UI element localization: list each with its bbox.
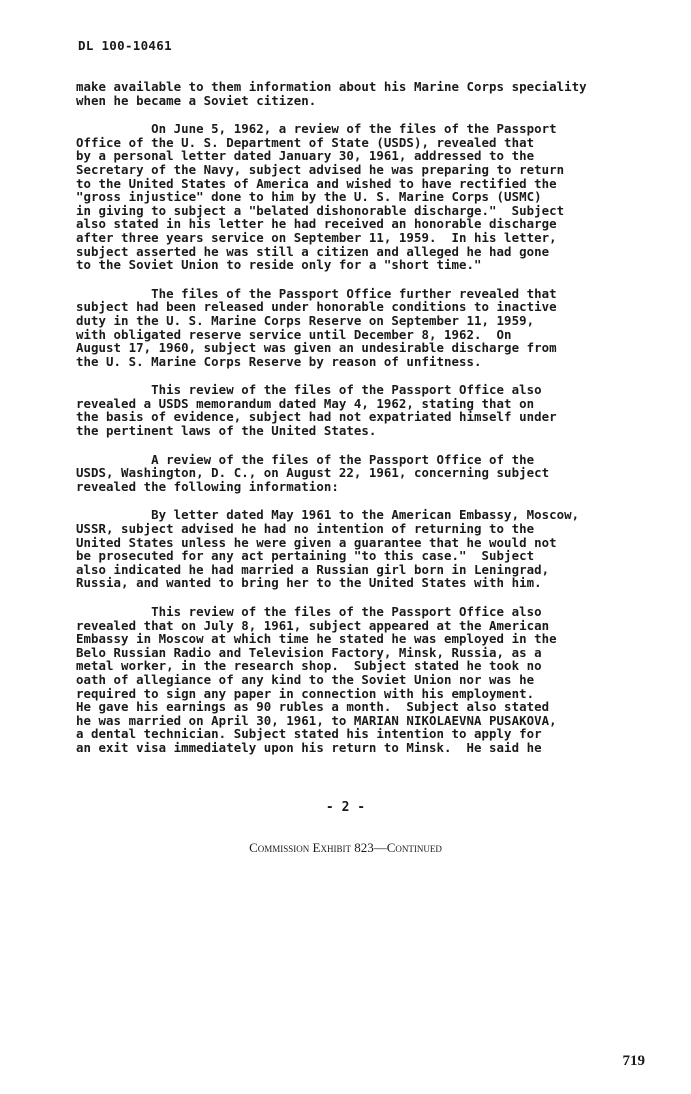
exhibit-caption: Commission Exhibit 823—Continued [249, 840, 442, 855]
folio-number: 719 [622, 1053, 645, 1069]
file-number: DL 100-10461 [78, 38, 172, 53]
paragraph: make available to them information about his Marine Corps speciality when he became a Soviet citizen. [76, 79, 587, 108]
paragraph: This review of the files of the Passport Office also revealed that on July 8, 1961, subject appeared at the American Embassy in Moscow at which time he stated he was employed in the Belo Russian Radio and Television Factory, Minsk, Russia, as a metal worker, in the research shop. Subject stated he took no oath of allegiance of any kind to the Soviet Union nor was he required to sign any paper in connection with his employment. He gave his earnings as 90 rubles a month. Subject also stated he was married on April 30, 1961, to MARIAN NIKOLAEVNA PUSAKOVA, a dental technician. Subject stated his intention to apply for an exit visa immediately upon his return to Minsk. He said he [76, 604, 557, 755]
paragraph: On June 5, 1962, a review of the files of the Passport Office of the U. S. Department of State (USDS), revealed that by a personal letter dated January 30, 1961, addressed to the Secretary of the Navy, subject advised he was preparing to return to the United States of America and wished to have rectified the "gross injustice" done to him by the U. S. Marine Corps (USMC) in giving to subject a "belated dishonorable discharge." Subject also stated in his letter he had received an honorable discharge after three years service on September 11, 1959. In his letter, subject asserted he was still a citizen and alleged he had gone to the Soviet Union to reside only for a "short time." [76, 121, 565, 273]
paragraph: This review of the files of the Passport Office also revealed a USDS memorandum dated May 4, 1962, stating that on the basis of evidence, subject had not expatriated himself under the pertinent laws of the United States. [76, 382, 557, 439]
paragraph: A review of the files of the Passport Office of the USDS, Washington, D. C., on August 22, 1961, concerning subject revealed the following information: [76, 451, 550, 494]
paragraph: The files of the Passport Office further revealed that subject had been released under honorable conditions to inactive duty in the U. S. Marine Corps Reserve on September 11, 1959, with obligated reserve service until December 8, 1962. On August 17, 1960, subject was given an undesirable discharge from the U. S. Marine Corps Reserve by reason of unfitness. [76, 285, 557, 369]
paragraph: By letter dated May 1961 to the American Embassy, Moscow, USSR, subject advised he had no intention of returning to the United States unless he were given a guarantee that he would not be prosecuted for any act pertaining "to this case." Subject also indicated he had married a Russian girl born in Leningrad, Russia, and wanted to bring her to the United States with him. [76, 507, 580, 591]
page-number: - 2 - [325, 800, 366, 815]
document-body [76, 80, 666, 770]
